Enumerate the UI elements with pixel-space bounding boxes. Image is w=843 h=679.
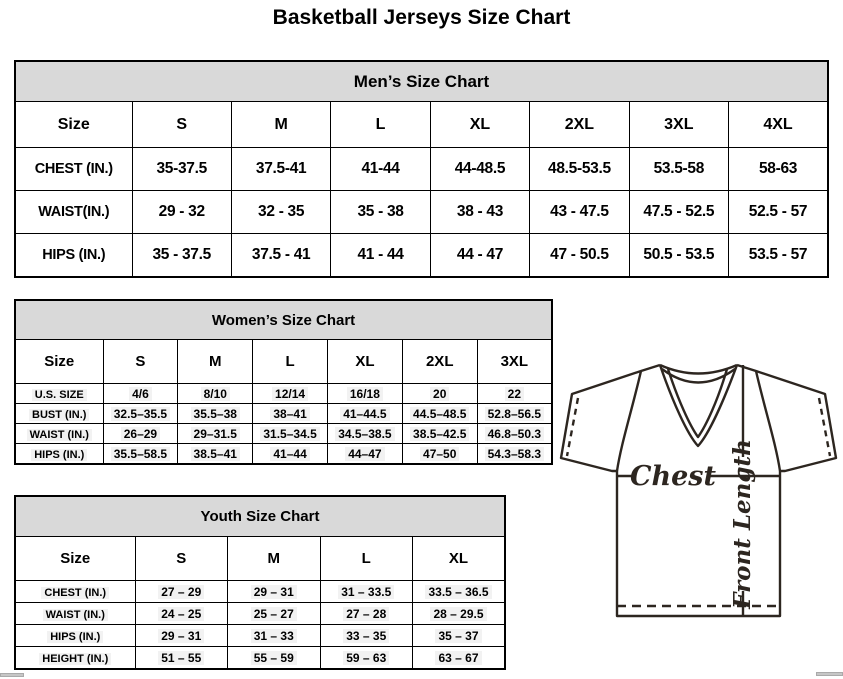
- cell-value: 24 – 25: [158, 607, 204, 621]
- mens-size-table-title: Men’s Size Chart: [15, 61, 828, 102]
- front-length-label: Front Length: [729, 439, 756, 609]
- cell-value: 41 - 44: [357, 246, 404, 263]
- cell-value: 53.5-58: [653, 160, 705, 177]
- table-row: [15, 404, 552, 424]
- cell-value: 12/14: [272, 387, 308, 401]
- cell-value: 20: [430, 387, 449, 401]
- column-header: L: [253, 340, 328, 384]
- column-header: L: [320, 537, 413, 581]
- cell-value: 25 – 27: [251, 607, 297, 621]
- cell-value: 44 - 47: [456, 246, 504, 263]
- column-header: 3XL: [629, 102, 728, 148]
- jersey-measurement-diagram: [556, 358, 843, 654]
- table-row: [15, 424, 552, 444]
- column-header: Size: [15, 102, 132, 148]
- row-label: HIPS (IN.): [42, 247, 106, 263]
- cell-value: 52.5 - 57: [748, 203, 808, 220]
- cell-value: 47 - 50.5: [550, 246, 609, 263]
- youth-size-table-title: Youth Size Chart: [15, 496, 505, 537]
- cell-value: 44–47: [345, 447, 384, 461]
- cell-value: 35 – 37: [435, 629, 481, 643]
- cell-value: 47.5 - 52.5: [643, 203, 715, 220]
- cell-value: 44.5–48.5: [410, 407, 469, 421]
- mens-size-table: [14, 60, 829, 278]
- jersey-left-seam: [617, 371, 641, 471]
- cell-value: 51 – 55: [158, 651, 204, 665]
- column-header: 2XL: [530, 102, 629, 148]
- cell-value: 34.5–38.5: [335, 427, 394, 441]
- horizontal-scrollbar-thumb[interactable]: [0, 673, 24, 677]
- cell-value: 32.5–35.5: [111, 407, 170, 421]
- column-header: M: [228, 537, 321, 581]
- table-row: [15, 444, 552, 465]
- cell-value: 59 – 63: [343, 651, 389, 665]
- row-label: WAIST(IN.): [38, 204, 110, 220]
- column-header: 2XL: [402, 340, 477, 384]
- cell-value: 28 – 29.5: [430, 607, 486, 621]
- column-header: XL: [430, 102, 529, 148]
- row-label: WAIST (IN.): [27, 429, 92, 441]
- row-label: U.S. SIZE: [32, 389, 87, 401]
- column-header: Size: [15, 537, 135, 581]
- column-header: M: [231, 102, 330, 148]
- cell-value: 44-48.5: [454, 160, 506, 177]
- cell-value: 33.5 – 36.5: [425, 585, 491, 599]
- cell-value: 46.8–50.3: [485, 427, 544, 441]
- cell-value: 22: [505, 387, 524, 401]
- cell-value: 37.5 - 41: [251, 246, 311, 263]
- table-row: [15, 603, 505, 625]
- cell-value: 41–44: [270, 447, 309, 461]
- column-header: 4XL: [729, 102, 828, 148]
- cell-value: 33 – 35: [343, 629, 389, 643]
- cell-value: 31 – 33: [251, 629, 297, 643]
- row-label: HIPS (IN.): [31, 449, 87, 461]
- chest-label: Chest: [630, 461, 716, 492]
- table-row: [15, 148, 828, 191]
- cell-value: 41-44: [361, 160, 400, 177]
- cell-value: 31.5–34.5: [260, 427, 319, 441]
- column-header: S: [132, 102, 231, 148]
- cell-value: 38.5–41: [191, 447, 240, 461]
- cell-value: 41–44.5: [340, 407, 389, 421]
- jersey-right-seam: [756, 371, 780, 471]
- cell-value: 52.8–56.5: [485, 407, 544, 421]
- cell-value: 31 – 33.5: [338, 585, 394, 599]
- row-label: WAIST (IN.): [43, 609, 108, 621]
- scrollbar-corner-fragment[interactable]: [816, 672, 843, 676]
- cell-value: 54.3–58.3: [485, 447, 544, 461]
- cell-value: 43 - 47.5: [550, 203, 609, 220]
- table-row: [15, 234, 828, 278]
- row-label: CHEST (IN.): [41, 587, 109, 599]
- column-header: S: [103, 340, 178, 384]
- table-row: [15, 647, 505, 670]
- cell-value: 29 – 31: [251, 585, 297, 599]
- cell-value: 16/18: [347, 387, 383, 401]
- table-row: [15, 384, 552, 404]
- cell-value: 35.5–58.5: [111, 447, 170, 461]
- table-row: [15, 581, 505, 603]
- cell-value: 26–29: [121, 427, 160, 441]
- cell-value: 29 – 31: [158, 629, 204, 643]
- cell-value: 58-63: [758, 160, 798, 177]
- column-header: XL: [327, 340, 402, 384]
- cell-value: 29–31.5: [191, 427, 240, 441]
- page-title: Basketball Jerseys Size Chart: [272, 6, 571, 29]
- cell-value: 29 - 32: [158, 203, 205, 220]
- cell-value: 4/6: [129, 387, 152, 401]
- cell-value: 27 – 29: [158, 585, 204, 599]
- cell-value: 8/10: [201, 387, 230, 401]
- cell-value: 27 – 28: [343, 607, 389, 621]
- row-label: HIPS (IN.): [47, 631, 103, 643]
- column-header: M: [178, 340, 253, 384]
- womens-size-table: [14, 299, 553, 465]
- cell-value: 48.5-53.5: [548, 160, 611, 177]
- cell-value: 37.5-41: [255, 160, 307, 177]
- cell-value: 53.5 - 57: [748, 246, 808, 263]
- cell-value: 32 - 35: [258, 203, 305, 220]
- column-header: XL: [413, 537, 506, 581]
- youth-size-table: [14, 495, 506, 670]
- cell-value: 55 – 59: [251, 651, 297, 665]
- column-header: L: [331, 102, 430, 148]
- row-label: HEIGHT (IN.): [39, 653, 111, 665]
- row-label: BUST (IN.): [29, 409, 89, 421]
- cell-value: 35 - 38: [357, 203, 404, 220]
- column-header: Size: [15, 340, 103, 384]
- womens-size-table-title: Women’s Size Chart: [15, 300, 552, 340]
- cell-value: 35.5–38: [191, 407, 240, 421]
- column-header: S: [135, 537, 228, 581]
- table-row: [15, 625, 505, 647]
- cell-value: 50.5 - 53.5: [643, 246, 715, 263]
- cell-value: 35 - 37.5: [152, 246, 211, 263]
- cell-value: 38 - 43: [456, 203, 504, 220]
- cell-value: 35-37.5: [156, 160, 207, 177]
- cell-value: 47–50: [420, 447, 459, 461]
- cell-value: 63 – 67: [435, 651, 481, 665]
- table-row: [15, 191, 828, 234]
- column-header: 3XL: [477, 340, 552, 384]
- cell-value: 38–41: [270, 407, 309, 421]
- row-label: CHEST (IN.): [34, 161, 113, 177]
- cell-value: 38.5–42.5: [410, 427, 469, 441]
